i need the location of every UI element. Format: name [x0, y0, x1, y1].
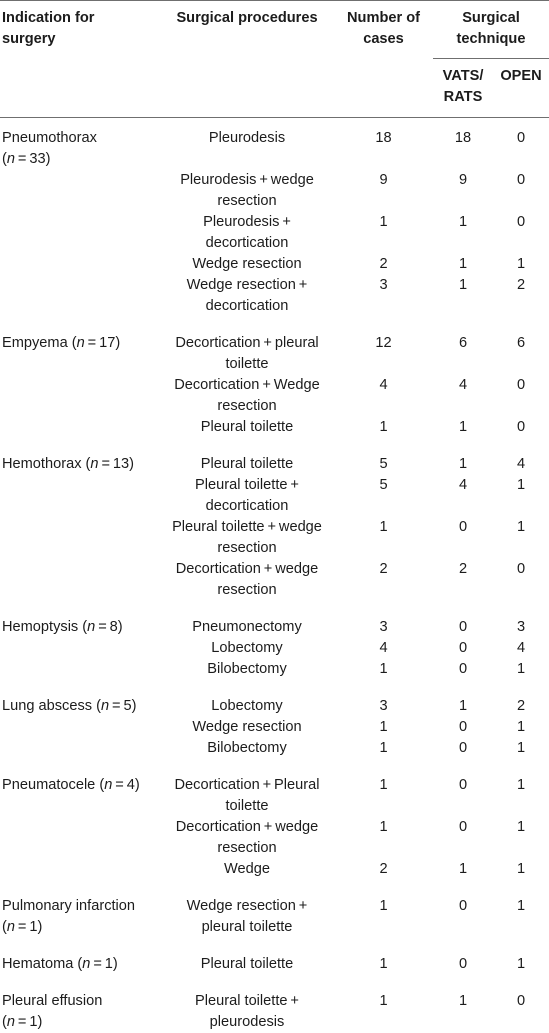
cases-cell: 1 — [334, 659, 433, 688]
indication-text: (n = 33) — [2, 151, 50, 167]
indication-cell — [0, 638, 160, 659]
open-cell: 4 — [493, 446, 549, 475]
table-row — [0, 559, 549, 609]
indication-text: Pneumatocele (n = 4) — [2, 777, 140, 793]
indication-text: Hematoma (n = 1) — [2, 956, 118, 972]
vats-cell: 0 — [433, 767, 493, 817]
open-cell: 2 — [493, 688, 549, 717]
cases-cell: 2 — [334, 859, 433, 888]
procedure-cell — [160, 254, 334, 275]
cell-text: Wedge resection — [192, 256, 301, 272]
indication-cell — [0, 475, 160, 517]
procedure-cell — [160, 446, 334, 475]
vats-cell: 4 — [433, 375, 493, 417]
cases-cell: 9 — [334, 170, 433, 212]
cell-text: resection — [217, 840, 276, 856]
indication-cell — [0, 375, 160, 417]
cell-text: decortication — [206, 235, 289, 251]
cell-text: Decortication + Pleural — [175, 777, 320, 793]
procedure-cell — [160, 659, 334, 688]
cell-text: Pulmonary infarction — [2, 898, 135, 914]
cell-text: Pleural toilette + wedge — [172, 519, 322, 535]
cell-text: Pleurodesis — [209, 130, 285, 146]
open-cell: 1 — [493, 254, 549, 275]
indication-cell — [0, 659, 160, 688]
cell-text: Wedge resection + — [187, 277, 308, 293]
vats-cell: 1 — [433, 859, 493, 888]
open-cell: 0 — [493, 212, 549, 254]
open-cell: 0 — [493, 170, 549, 212]
table-row — [0, 738, 549, 767]
procedure-cell — [160, 212, 334, 254]
open-cell: 0 — [493, 983, 549, 1033]
cell-text: Pleural toilette — [201, 956, 293, 972]
indication-cell — [0, 118, 160, 171]
indication-text: Hemothorax (n = 13) — [2, 456, 134, 472]
cell-text: Decortication + wedge — [176, 561, 319, 577]
vats-cell: 0 — [433, 817, 493, 859]
procedure-cell — [160, 275, 334, 325]
cell-text: pleural toilette — [202, 919, 293, 935]
indication-text: Hemoptysis (n = 8) — [2, 619, 123, 635]
table-row — [0, 717, 549, 738]
cell-text: resection — [217, 193, 276, 209]
procedure-cell — [160, 170, 334, 212]
indication-text: Empyema (n = 17) — [2, 335, 120, 351]
vats-cell: 0 — [433, 638, 493, 659]
open-cell: 4 — [493, 638, 549, 659]
procedure-cell — [160, 118, 334, 171]
vats-cell: 2 — [433, 559, 493, 609]
indication-text: (n = 1) — [2, 919, 42, 935]
cell-text: resection — [217, 582, 276, 598]
table-row — [0, 817, 549, 859]
cell-text: Wedge resection + — [187, 898, 308, 914]
vats-cell: 1 — [433, 275, 493, 325]
cases-cell: 1 — [334, 767, 433, 817]
indication-cell — [0, 275, 160, 325]
open-cell: 1 — [493, 946, 549, 983]
cell-text: Pleural toilette — [201, 456, 293, 472]
open-cell: 3 — [493, 609, 549, 638]
cell-text: resection — [217, 540, 276, 556]
cases-cell: 1 — [334, 212, 433, 254]
cell-text: Wedge resection — [192, 719, 301, 735]
vats-cell: 1 — [433, 417, 493, 446]
table-row — [0, 638, 549, 659]
indication-cell — [0, 817, 160, 859]
cases-cell: 1 — [334, 417, 433, 446]
procedure-cell — [160, 859, 334, 888]
cases-cell: 1 — [334, 738, 433, 767]
cell-text: Pneumonectomy — [192, 619, 302, 635]
header-vats: VATS/ RATS — [433, 59, 493, 118]
table-row — [0, 609, 549, 638]
cases-cell: 1 — [334, 888, 433, 946]
open-cell: 1 — [493, 475, 549, 517]
indication-cell — [0, 559, 160, 609]
indication-cell — [0, 325, 160, 375]
indication-cell — [0, 983, 160, 1033]
vats-cell: 0 — [433, 738, 493, 767]
cases-cell: 1 — [334, 946, 433, 983]
procedure-cell — [160, 738, 334, 767]
cases-cell: 4 — [334, 638, 433, 659]
cases-cell: 3 — [334, 688, 433, 717]
procedure-cell — [160, 609, 334, 638]
open-cell: 1 — [493, 817, 549, 859]
vats-cell: 0 — [433, 659, 493, 688]
indication-cell — [0, 888, 160, 946]
procedure-cell — [160, 688, 334, 717]
indication-cell — [0, 517, 160, 559]
table-row — [0, 170, 549, 212]
indication-cell — [0, 738, 160, 767]
procedure-cell — [160, 375, 334, 417]
cell-text: Pneumothorax — [2, 130, 97, 146]
table-header — [0, 1, 549, 118]
vats-cell: 1 — [433, 688, 493, 717]
table-row — [0, 475, 549, 517]
cases-cell: 12 — [334, 325, 433, 375]
procedure-cell — [160, 767, 334, 817]
table-row — [0, 688, 549, 717]
open-cell: 0 — [493, 417, 549, 446]
cases-cell: 18 — [334, 118, 433, 171]
table-row — [0, 659, 549, 688]
table-row — [0, 946, 549, 983]
procedure-cell — [160, 417, 334, 446]
cases-cell: 3 — [334, 609, 433, 638]
cell-text: pleurodesis — [210, 1014, 285, 1030]
indication-text: (n = 1) — [2, 1014, 42, 1030]
vats-cell: 0 — [433, 946, 493, 983]
table-row — [0, 325, 549, 375]
cases-cell: 1 — [334, 817, 433, 859]
cases-cell: 1 — [334, 717, 433, 738]
vats-cell: 18 — [433, 118, 493, 171]
cell-text: Pleural toilette + — [195, 477, 299, 493]
procedure-cell — [160, 559, 334, 609]
table-row — [0, 254, 549, 275]
table-row — [0, 212, 549, 254]
cases-cell: 2 — [334, 254, 433, 275]
header-procedures: Surgical procedures — [160, 1, 334, 118]
procedure-cell — [160, 325, 334, 375]
cell-text: Pleural toilette — [201, 419, 293, 435]
open-cell: 0 — [493, 118, 549, 171]
vats-cell: 1 — [433, 983, 493, 1033]
table-row — [0, 517, 549, 559]
procedure-cell — [160, 817, 334, 859]
open-cell: 1 — [493, 888, 549, 946]
indication-cell — [0, 212, 160, 254]
open-cell: 1 — [493, 717, 549, 738]
vats-cell: 0 — [433, 609, 493, 638]
vats-cell: 1 — [433, 212, 493, 254]
table-row — [0, 446, 549, 475]
procedure-cell — [160, 475, 334, 517]
cases-cell: 3 — [334, 275, 433, 325]
cell-text: Wedge — [224, 861, 270, 877]
indication-cell — [0, 767, 160, 817]
open-cell: 1 — [493, 859, 549, 888]
procedure-cell — [160, 983, 334, 1033]
cell-text: Pleurodesis + — [203, 214, 291, 230]
cell-text: Pleural effusion — [2, 993, 102, 1009]
open-cell: 2 — [493, 275, 549, 325]
indication-cell — [0, 946, 160, 983]
procedure-cell — [160, 888, 334, 946]
vats-cell: 4 — [433, 475, 493, 517]
table-row — [0, 417, 549, 446]
vats-cell: 0 — [433, 717, 493, 738]
header-technique: Surgical technique — [433, 1, 549, 59]
cell-text: Bilobectomy — [207, 740, 287, 756]
open-cell: 6 — [493, 325, 549, 375]
table-row — [0, 983, 549, 1033]
open-cell: 1 — [493, 767, 549, 817]
open-cell: 0 — [493, 559, 549, 609]
procedure-cell — [160, 638, 334, 659]
table-row — [0, 375, 549, 417]
table-row — [0, 888, 549, 946]
cases-cell: 5 — [334, 475, 433, 517]
cell-text: Decortication + Wedge — [174, 377, 320, 393]
cell-text: Bilobectomy — [207, 661, 287, 677]
header-open: OPEN — [493, 59, 549, 118]
indication-cell — [0, 859, 160, 888]
vats-cell: 0 — [433, 517, 493, 559]
vats-cell: 1 — [433, 446, 493, 475]
cases-cell: 4 — [334, 375, 433, 417]
cases-cell: 1 — [334, 517, 433, 559]
open-cell: 1 — [493, 659, 549, 688]
cell-text: Lobectomy — [211, 698, 282, 714]
table-body — [0, 118, 549, 1033]
table-row — [0, 767, 549, 817]
cell-text: Decortication + wedge — [176, 819, 319, 835]
cell-text: toilette — [226, 798, 269, 814]
indication-cell — [0, 609, 160, 638]
cell-text: Pleural toilette + — [195, 993, 299, 1009]
indication-cell — [0, 688, 160, 717]
table-row — [0, 275, 549, 325]
indication-cell — [0, 417, 160, 446]
open-cell: 1 — [493, 517, 549, 559]
indication-cell — [0, 254, 160, 275]
cell-text: decortication — [206, 498, 289, 514]
cell-text: decortication — [206, 298, 289, 314]
cell-text: resection — [217, 398, 276, 414]
procedure-cell — [160, 717, 334, 738]
header-indication: Indication for surgery — [0, 1, 160, 118]
indication-cell — [0, 446, 160, 475]
cell-text: toilette — [226, 356, 269, 372]
vats-cell: 1 — [433, 254, 493, 275]
vats-cell: 6 — [433, 325, 493, 375]
cases-cell: 1 — [334, 983, 433, 1033]
indication-cell — [0, 717, 160, 738]
cases-cell: 5 — [334, 446, 433, 475]
table-row — [0, 859, 549, 888]
procedure-cell — [160, 946, 334, 983]
procedure-cell — [160, 517, 334, 559]
table-row — [0, 118, 549, 171]
vats-cell: 0 — [433, 888, 493, 946]
indication-cell — [0, 170, 160, 212]
cell-text: Decortication + pleural — [175, 335, 318, 351]
indication-text: Lung abscess (n = 5) — [2, 698, 136, 714]
header-cases: Number of cases — [334, 1, 433, 118]
open-cell: 0 — [493, 375, 549, 417]
cell-text: Pleurodesis + wedge — [180, 172, 314, 188]
open-cell: 1 — [493, 738, 549, 767]
cases-cell: 2 — [334, 559, 433, 609]
vats-cell: 9 — [433, 170, 493, 212]
cell-text: Lobectomy — [211, 640, 282, 656]
